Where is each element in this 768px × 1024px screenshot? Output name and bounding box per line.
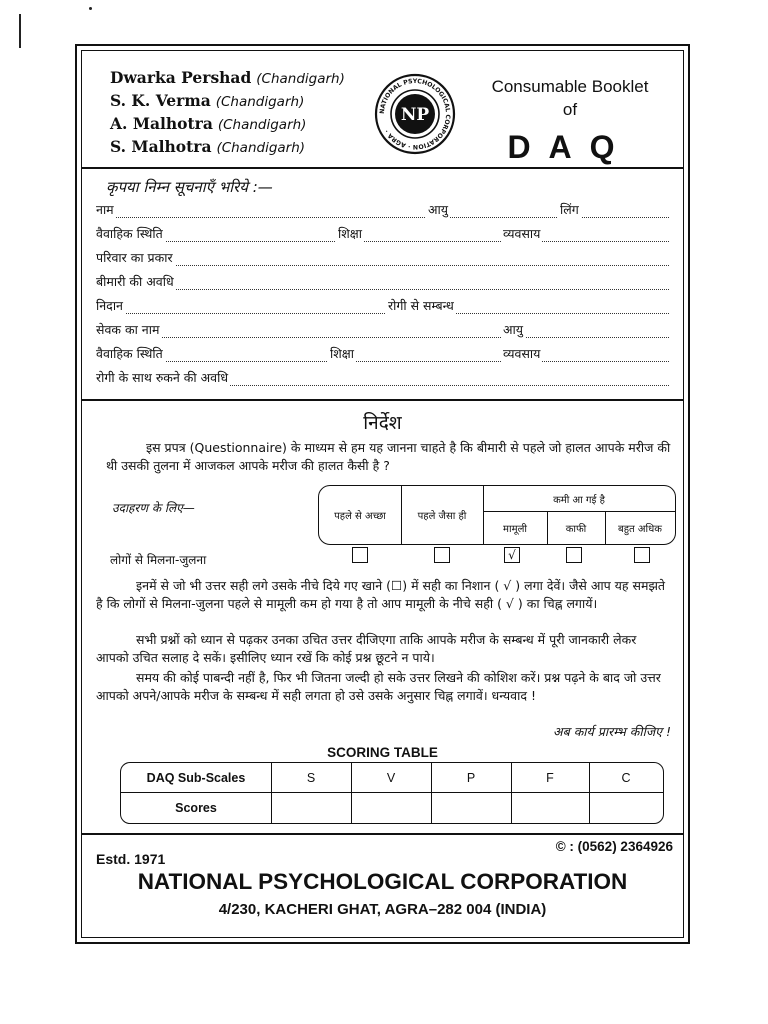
publisher-address: 4/230, KACHERI GHAT, AGRA–282 004 (INDIA) [218, 901, 547, 918]
field-label: वैवाहिक स्थिति [96, 226, 163, 241]
scan-speck [89, 7, 92, 10]
booklet-title [470, 75, 670, 121]
author-name: S. Malhotra [110, 137, 212, 156]
author-city: (Chandigarh) [215, 94, 305, 110]
scoring-title: SCORING TABLE [327, 745, 438, 760]
score-cell-p[interactable] [431, 792, 511, 823]
col-less-group: कमी आ गई है [553, 494, 605, 506]
author-city: (Chandigarh) [216, 140, 306, 156]
subscales-label: DAQ Sub-Scales [146, 770, 246, 785]
example-response-table [318, 485, 676, 545]
field-label: निदान [96, 298, 123, 313]
author-name: S. K. Verma [110, 91, 211, 110]
field-label: रोगी के साथ रुकने की अवधि [96, 370, 229, 385]
author-list [110, 67, 345, 159]
established-year: Estd. 1971 [96, 851, 166, 867]
field-label-age: आयु [503, 322, 524, 337]
para-text: इनमें से जो भी उत्तर सही लगे उसके नीचे दिये गए खाने (☐) में सही का निशान ( √ ) लगा देवें। जैसे आप यह समझते है कि लोगों से मिलना-जुलना पहले से मामूली कम हो गया है तो आप मामूली के नीचे सही ( √ ) का चिह्न लगायें। [96, 578, 666, 611]
form-field-illness-duration[interactable] [96, 273, 669, 293]
fill-line [96, 337, 669, 338]
field-label-education: शिक्षा [330, 346, 354, 361]
col-better: पहले से अच्छा [334, 511, 386, 522]
instructions-para-3 [96, 631, 671, 667]
form-heading: कृपया निम्न सूचनाएँ भरिये :— [106, 178, 273, 196]
instructions-para-4 [96, 669, 671, 705]
field-label: सेवक का नाम [96, 322, 160, 337]
scores-label: Scores [175, 800, 217, 815]
fill-line [96, 361, 669, 362]
fill-line [96, 241, 669, 242]
checkbox-very-much[interactable] [634, 547, 650, 563]
score-cell-v[interactable] [351, 792, 431, 823]
para-text: सभी प्रश्नों को ध्यान से पढ़कर उनका उचित उत्तर दीजिएगा ताकि आपके मरीज के सम्बन्ध में पूरी जानकारी लेकर आपको उचित सलाह दे सकें। इसीलिए ध्यान रखें कि कोई प्रश्न छूटने न पाये। [96, 632, 637, 665]
instructions-divider [82, 399, 683, 401]
score-cell-s[interactable] [271, 792, 351, 823]
instructions-para-1 [106, 439, 671, 475]
publisher-seal-logo [374, 73, 456, 155]
field-label-gender: लिंग [560, 202, 579, 217]
fill-line [96, 265, 669, 266]
para-text: इस प्रपत्र (Questionnaire) के माध्यम से हम यह जानना चाहते है कि बीमारी से पहले जो हालत आपके मरीज की थी उसकी तुलना में आजकल आपके मरीज की हालत कैसी है ? [106, 440, 671, 473]
checkbox-much[interactable] [566, 547, 582, 563]
form-field-name[interactable] [96, 201, 669, 221]
field-label-occupation: व्यवसाय [503, 226, 541, 241]
para-text: समय की कोई पाबन्दी नहीं है, फिर भी जितना जल्दी हो सके उत्तर लिखने की कोशिश करें। प्रश्न पढ़ने के बाद जो उत्तर आपको अपने/आपके मरीज के सम्बन्ध में सही लगता हो उसे उसके अनुसार चिह्न लगावें। धन्यवाद ! [96, 670, 661, 703]
scan-mark [19, 14, 21, 48]
checkbox-better[interactable] [352, 547, 368, 563]
subscale-v: V [386, 770, 396, 785]
instructions-para-2 [96, 577, 671, 613]
start-text: अब कार्य प्रारम्भ कीजिए ! [553, 724, 671, 739]
svg-text:NATIONAL PSYCHOLOGICAL CORPORA: NATIONAL PSYCHOLOGICAL CORPORATION · AGRA · [378, 77, 452, 151]
subscale-s: S [306, 770, 316, 785]
form-field-marital-status[interactable] [96, 225, 669, 245]
col-same: पहले जैसा ही [417, 511, 467, 522]
subscale-f: F [546, 770, 554, 785]
subscale-c: C [621, 770, 631, 785]
form-divider [82, 167, 683, 169]
author-line [110, 90, 345, 113]
start-instruction [96, 723, 671, 741]
subscale-p: P [466, 770, 476, 785]
fill-line [96, 217, 669, 218]
booklet-cover [75, 44, 690, 944]
svg-text:NP: NP [400, 105, 430, 125]
booklet-title-of: of [562, 100, 578, 119]
inner-frame [81, 50, 684, 938]
field-label-occupation: व्यवसाय [503, 346, 541, 361]
example-label: उदाहरण के लिए— [112, 501, 195, 515]
test-name: DAQ [507, 129, 633, 165]
scoring-table [120, 762, 664, 824]
booklet-title-line: Consumable Booklet [491, 77, 649, 96]
field-label: वैवाहिक स्थिति [96, 346, 163, 361]
author-name: Dwarka Pershad [110, 68, 252, 87]
form-field-caregiver-marital[interactable] [96, 345, 669, 365]
checkbox-same[interactable] [434, 547, 450, 563]
publisher-name: NATIONAL PSYCHOLOGICAL CORPORATION [137, 869, 628, 894]
fill-line [96, 313, 669, 314]
footer-divider [82, 833, 683, 835]
author-name: A. Malhotra [110, 114, 213, 133]
field-label: बीमारी की अवधि [96, 274, 174, 289]
author-line [110, 67, 345, 90]
form-field-caregiver-name[interactable] [96, 321, 669, 341]
instructions-title: निर्देश [363, 412, 402, 434]
col-very-much: बहुत अधिक [618, 523, 662, 535]
col-much: काफी [565, 523, 587, 535]
field-label-relation: रोगी से सम्बन्ध [388, 298, 454, 313]
field-label: परिवार का प्रकार [96, 250, 173, 265]
score-cell-f[interactable] [511, 792, 589, 823]
field-label-education: शिक्षा [338, 226, 362, 241]
author-city: (Chandigarh) [217, 117, 307, 133]
score-cell-c[interactable] [589, 792, 663, 823]
author-city: (Chandigarh) [256, 71, 345, 87]
check-mark-icon: √ [508, 548, 516, 562]
author-line [110, 136, 345, 159]
col-slight: मामूली [503, 523, 527, 535]
form-field-family-type[interactable] [96, 249, 669, 269]
form-field-diagnosis[interactable] [96, 297, 669, 317]
fill-line [96, 289, 669, 290]
form-field-stay-duration[interactable] [96, 369, 669, 389]
field-label: नाम [96, 202, 114, 217]
author-line [110, 113, 345, 136]
phone-number: © : (0562) 2364926 [555, 839, 673, 854]
example-item-label: लोगों से मिलना-जुलना [110, 553, 207, 567]
checkbox-slight[interactable] [504, 547, 520, 563]
field-label-age: आयु [428, 202, 449, 217]
